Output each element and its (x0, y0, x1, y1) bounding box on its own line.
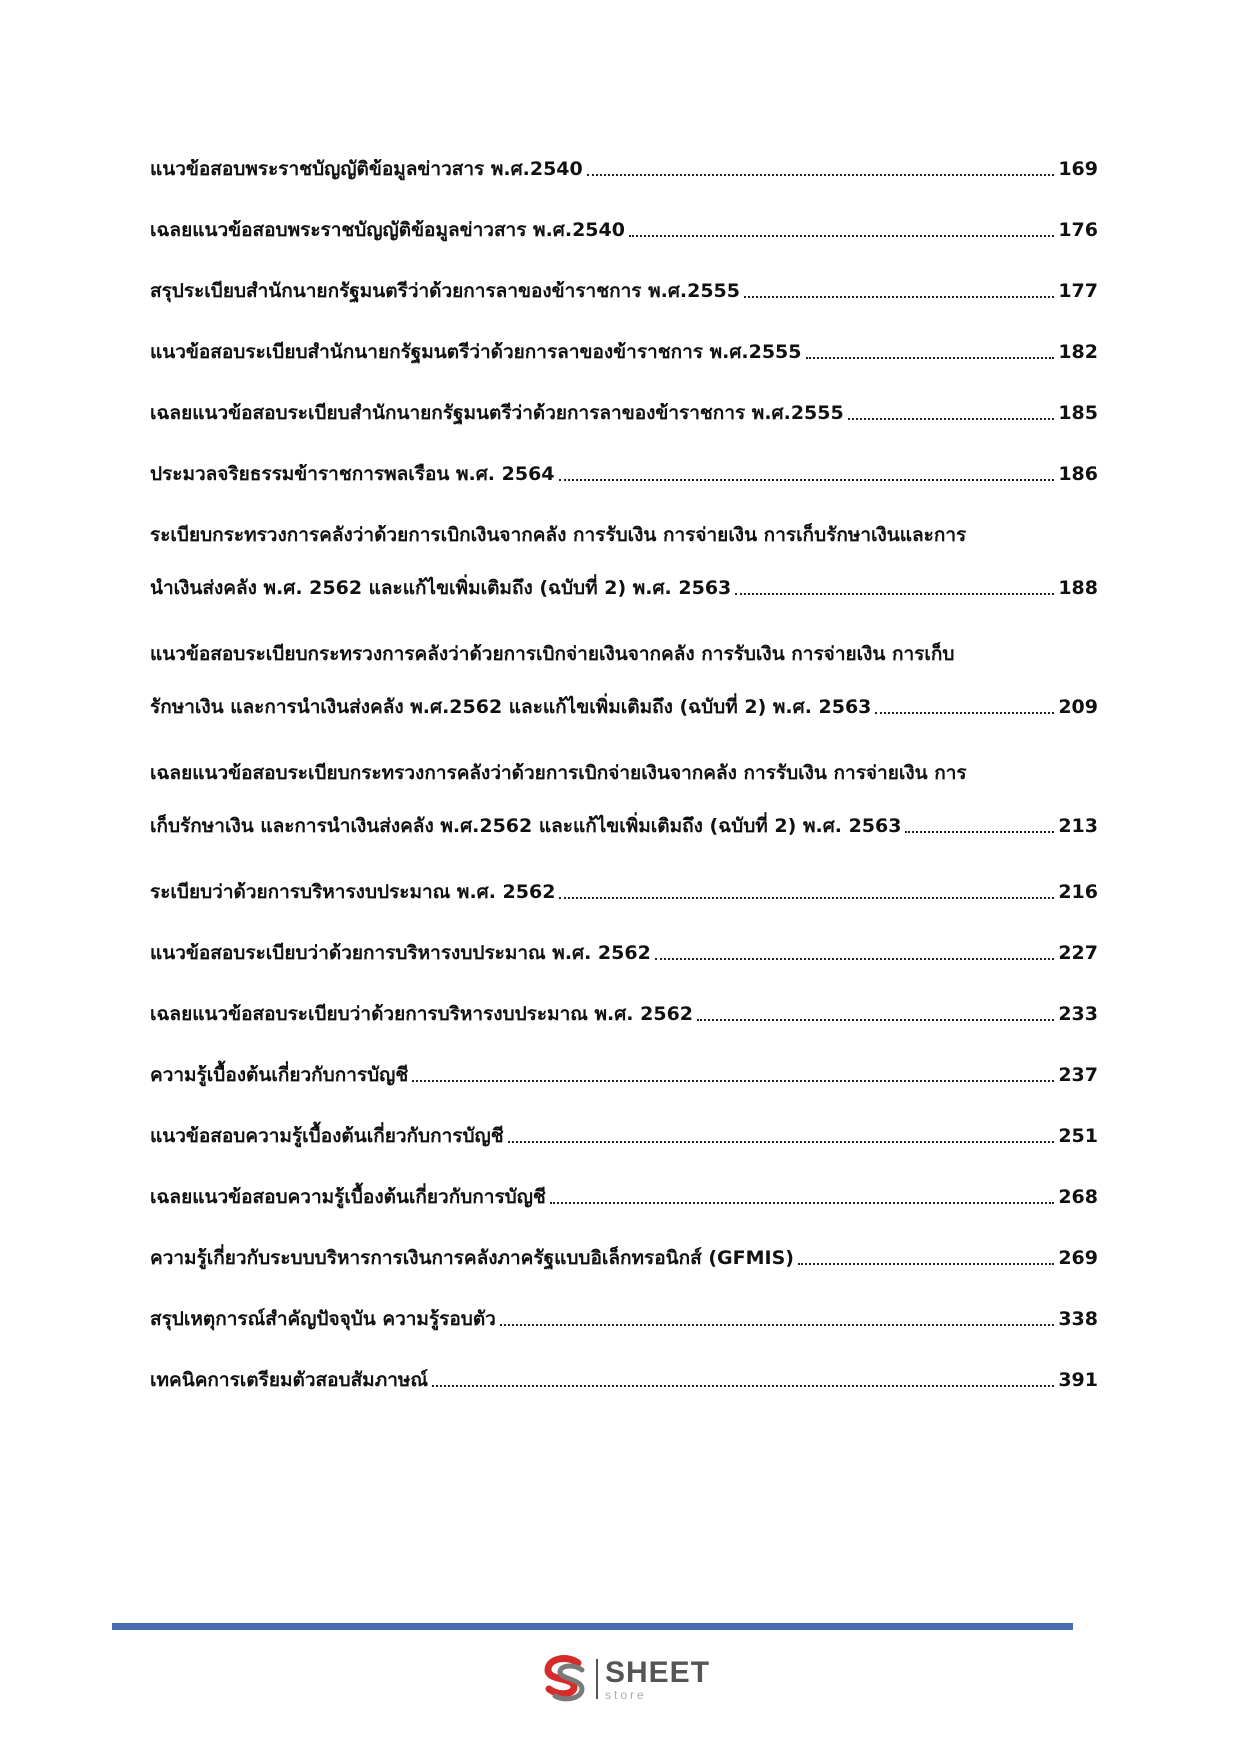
dot-leader (655, 957, 1055, 960)
dot-leader (735, 592, 1054, 595)
toc-entry[interactable] (150, 1182, 1098, 1212)
toc-entry[interactable] (150, 1243, 1098, 1273)
sheet-store-s-icon (538, 1654, 590, 1704)
dot-leader (744, 295, 1054, 298)
toc-entry[interactable] (150, 215, 1098, 245)
toc-entry-title-line1: ระเบียบกระทรวงการคลังว่าด้วยการเบิกเงินจากคลัง การรับเงิน การจ่ายเงิน การเก็บรักษาเงินและการ (150, 524, 967, 546)
footer-rule (112, 1623, 1073, 1630)
dot-leader (500, 1323, 1054, 1326)
toc-entry-title: แนวข้อสอบระเบียบสำนักนายกรัฐมนตรีว่าด้วยการลาของข้าราชการ พ.ศ.2555 (150, 341, 802, 363)
dot-leader (697, 1018, 1054, 1021)
toc-entry-title: เฉลยแนวข้อสอบระเบียบว่าด้วยการบริหารงบประมาณ พ.ศ. 2562 (150, 1003, 694, 1025)
logo-subword: store (605, 1687, 647, 1702)
toc-entry-page: 237 (1058, 1064, 1098, 1086)
toc-entry-page: 209 (1058, 696, 1098, 718)
toc-entry-title: ความรู้เกี่ยวกับระบบบริหารการเงินการคลังภาครัฐแบบอิเล็กทรอนิกส์ (GFMIS) (150, 1247, 794, 1269)
dot-leader (875, 711, 1054, 714)
toc-entry[interactable] (150, 1365, 1098, 1395)
logo-separator (596, 1659, 598, 1699)
toc-entry-title: สรุปเหตุการณ์สำคัญปัจจุบัน ความรู้รอบตัว (150, 1308, 496, 1330)
toc-entry-title-line1: เฉลยแนวข้อสอบระเบียบกระทรวงการคลังว่าด้วยการเบิกจ่ายเงินจากคลัง การรับเงิน การจ่ายเงิน การ (150, 762, 967, 784)
dot-leader (432, 1384, 1054, 1387)
toc-entry-page: 169 (1058, 158, 1098, 180)
dot-leader (806, 356, 1055, 359)
toc-entry-page: 176 (1058, 219, 1098, 241)
toc-entry[interactable] (150, 276, 1098, 306)
toc-entry-page: 213 (1058, 815, 1098, 837)
toc-entry[interactable] (150, 938, 1098, 968)
toc-entry[interactable] (150, 1304, 1098, 1334)
table-of-contents (150, 154, 1098, 1426)
toc-entry[interactable] (150, 520, 1098, 603)
toc-entry[interactable] (150, 154, 1098, 184)
toc-entry-title: ระเบียบว่าด้วยการบริหารงบประมาณ พ.ศ. 2562 (150, 881, 556, 903)
toc-entry-page: 338 (1058, 1308, 1098, 1330)
toc-entry-page: 185 (1058, 402, 1098, 424)
toc-entry[interactable] (150, 459, 1098, 489)
toc-entry-title: เทคนิคการเตรียมตัวสอบสัมภาษณ์ (150, 1369, 429, 1391)
toc-entry-title: แนวข้อสอบพระราชบัญญัติข้อมูลข่าวสาร พ.ศ.2540 (150, 158, 583, 180)
toc-entry-title: แนวข้อสอบความรู้เบื้องต้นเกี่ยวกับการบัญชี (150, 1125, 504, 1147)
toc-entry-title: แนวข้อสอบระเบียบว่าด้วยการบริหารงบประมาณ พ.ศ. 2562 (150, 942, 651, 964)
toc-entry-page: 391 (1058, 1369, 1098, 1391)
toc-entry-page: 186 (1058, 463, 1098, 485)
toc-entry[interactable] (150, 1121, 1098, 1151)
toc-entry-title-line1: แนวข้อสอบระเบียบกระทรวงการคลังว่าด้วยการเบิกจ่ายเงินจากคลัง การรับเงิน การจ่ายเงิน การเก็บ (150, 643, 955, 665)
dot-leader (508, 1140, 1055, 1143)
toc-entry-page: 227 (1058, 942, 1098, 964)
toc-entry[interactable] (150, 398, 1098, 428)
dot-leader (848, 417, 1055, 420)
toc-entry-page: 177 (1058, 280, 1098, 302)
dot-leader (587, 173, 1055, 176)
toc-entry-title: เฉลยแนวข้อสอบพระราชบัญญัติข้อมูลข่าวสาร พ.ศ.2540 (150, 219, 625, 241)
toc-entry-title: ประมวลจริยธรรมข้าราชการพลเรือน พ.ศ. 2564 (150, 463, 555, 485)
dot-leader (905, 830, 1054, 833)
toc-entry-page: 182 (1058, 341, 1098, 363)
toc-entry[interactable] (150, 1060, 1098, 1090)
dot-leader (412, 1079, 1054, 1082)
toc-entry-page: 216 (1058, 881, 1098, 903)
logo-word: SHEET (605, 1655, 711, 1689)
toc-entry-page: 269 (1058, 1247, 1098, 1269)
toc-entry-page: 233 (1058, 1003, 1098, 1025)
toc-entry-title: ความรู้เบื้องต้นเกี่ยวกับการบัญชี (150, 1064, 409, 1086)
dot-leader (550, 1201, 1055, 1204)
toc-entry-title-line2: รักษาเงิน และการนำเงินส่งคลัง พ.ศ.2562 และแก้ไขเพิ่มเติมถึง (ฉบับที่ 2) พ.ศ. 2563 (150, 696, 872, 718)
dot-leader (798, 1262, 1054, 1265)
toc-entry[interactable] (150, 337, 1098, 367)
sheet-store-logo (538, 1654, 710, 1704)
toc-entry-title: เฉลยแนวข้อสอบความรู้เบื้องต้นเกี่ยวกับการบัญชี (150, 1186, 546, 1208)
logo-text (605, 1655, 711, 1702)
toc-entry-title-line2: นำเงินส่งคลัง พ.ศ. 2562 และแก้ไขเพิ่มเติมถึง (ฉบับที่ 2) พ.ศ. 2563 (150, 577, 732, 599)
dot-leader (559, 478, 1055, 481)
toc-entry[interactable] (150, 639, 1098, 722)
toc-entry-title-line2: เก็บรักษาเงิน และการนำเงินส่งคลัง พ.ศ.2562 และแก้ไขเพิ่มเติมถึง (ฉบับที่ 2) พ.ศ. 2563 (150, 815, 902, 837)
toc-entry-page: 188 (1058, 577, 1098, 599)
toc-entry-page: 268 (1058, 1186, 1098, 1208)
dot-leader (629, 234, 1054, 237)
toc-entry-title: สรุประเบียบสำนักนายกรัฐมนตรีว่าด้วยการลาของข้าราชการ พ.ศ.2555 (150, 280, 740, 302)
toc-entry[interactable] (150, 877, 1098, 907)
dot-leader (559, 896, 1054, 899)
toc-entry[interactable] (150, 758, 1098, 841)
toc-entry-page: 251 (1058, 1125, 1098, 1147)
toc-entry[interactable] (150, 999, 1098, 1029)
toc-entry-title: เฉลยแนวข้อสอบระเบียบสำนักนายกรัฐมนตรีว่าด้วยการลาของข้าราชการ พ.ศ.2555 (150, 402, 844, 424)
